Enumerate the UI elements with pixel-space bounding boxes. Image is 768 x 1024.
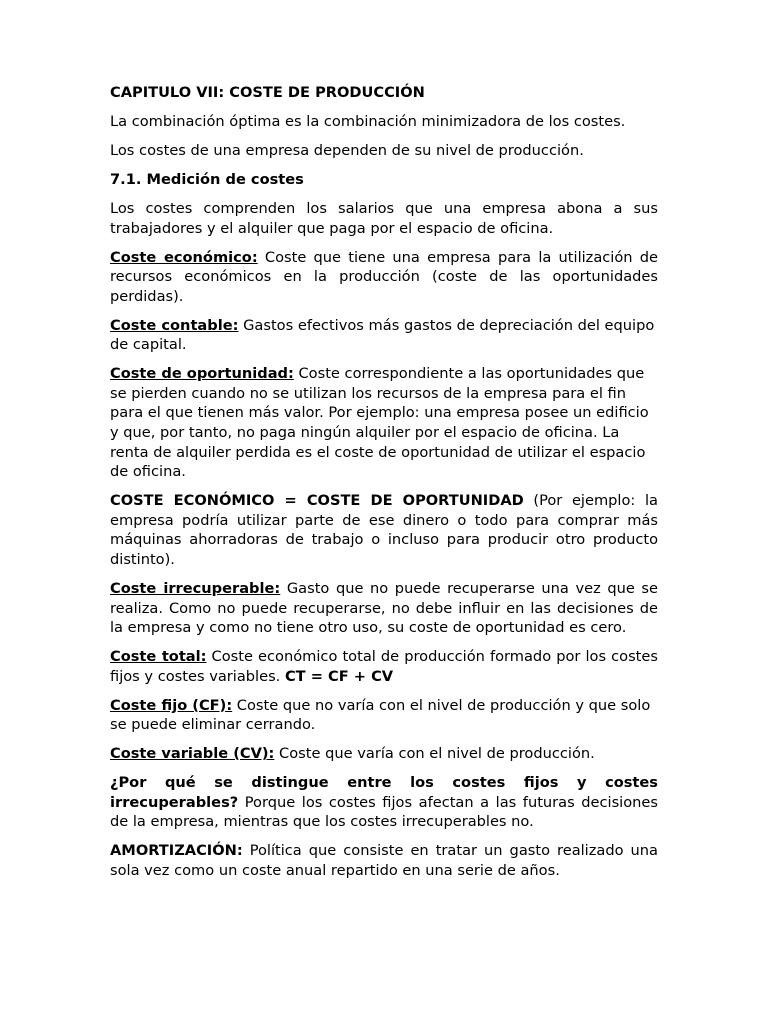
intro-paragraph-2: Los costes de una empresa dependen de su nivel de producción. xyxy=(110,141,584,159)
formula-total-cost: CT = CF + CV xyxy=(284,667,394,685)
term-coste-contable: Coste contable: xyxy=(110,316,239,334)
definition-coste-economico xyxy=(110,248,658,307)
definition-amortizacion xyxy=(110,841,658,880)
chapter-title: CAPITULO VII: COSTE DE PRODUCCIÓN xyxy=(110,84,425,101)
section-heading: 7.1. Medición de costes xyxy=(110,170,304,188)
question-text: ¿Por qué se distingue entre los costes fijos y costes irrecuperables? xyxy=(110,774,658,811)
definition-coste-oportunidad xyxy=(110,364,658,482)
question-paragraph xyxy=(110,773,658,832)
term-coste-economico: Coste económico: xyxy=(110,248,258,266)
definition-coste-total xyxy=(110,647,658,686)
definition-text: Gasto que no puede recuperarse una vez que se realiza. Como no puede recuperarse, no debe influir en las decisiones de la empresa y como no tiene otro uso, su coste de oportunidad es cero. xyxy=(110,579,658,637)
equivalence-statement: COSTE ECONÓMICO = COSTE DE OPORTUNIDAD xyxy=(110,492,524,510)
definition-text: Coste que no varía con el nivel de producción y que solo se puede eliminar cerrando. xyxy=(110,696,651,734)
document-page xyxy=(110,83,658,890)
term-amortizacion: AMORTIZACIÓN: xyxy=(110,842,243,860)
definition-text: Política que consiste en tratar un gasto realizado una sola vez como un coste anual repartido en una serie de años. xyxy=(110,842,658,880)
term-coste-oportunidad: Coste de oportunidad: xyxy=(110,365,294,383)
definition-text: Coste que varía con el nivel de producción. xyxy=(274,745,595,763)
definition-text: Coste económico total de producción formado por los costes fijos y costes variables. xyxy=(110,648,658,685)
equivalence-paragraph xyxy=(110,491,658,569)
intro-paragraph-1: La combinación óptima es la combinación minimizadora de los costes. xyxy=(110,112,626,130)
definition-text: Coste correspondiente a las oportunidades que se pierden cuando no se utilizan los recursos de la empresa para el fin para el que tienen más valor. Por ejemplo: una empresa posee un edificio y que, por tanto, no paga ningún alquiler por el espacio de oficina. La renta de alquiler perdida es el coste de oportunidad de utilizar el espacio de oficina. xyxy=(110,365,649,481)
term-coste-fijo: Coste fijo (CF): xyxy=(110,696,233,714)
term-coste-irrecuperable: Coste irrecuperable: xyxy=(110,579,281,597)
definition-coste-variable xyxy=(110,744,658,764)
definition-text: Gastos efectivos más gastos de depreciación del equipo de capital. xyxy=(110,316,655,354)
section-intro-paragraph: Los costes comprenden los salarios que una empresa abona a sus trabajadores y el alquiler que paga por el espacio de oficina. xyxy=(110,199,658,237)
term-coste-total: Coste total: xyxy=(110,648,207,666)
answer-text: Porque los costes fijos afectan a las futuras decisiones de la empresa, mientras que los costes irrecuperables no. xyxy=(110,793,658,831)
definition-coste-irrecuperable xyxy=(110,579,658,638)
term-coste-variable: Coste variable (CV): xyxy=(110,745,275,763)
definition-text: (Por ejemplo: la empresa podría utilizar parte de ese dinero o todo para comprar más máquinas ahorradoras de trabajo o incluso para producir otro producto distinto). xyxy=(110,492,658,568)
definition-text: Coste que tiene una empresa para la utilización de recursos económicos en la producción (coste de las oportunidades perdidas). xyxy=(110,248,658,305)
definition-coste-contable xyxy=(110,316,658,355)
definition-coste-fijo xyxy=(110,696,658,735)
